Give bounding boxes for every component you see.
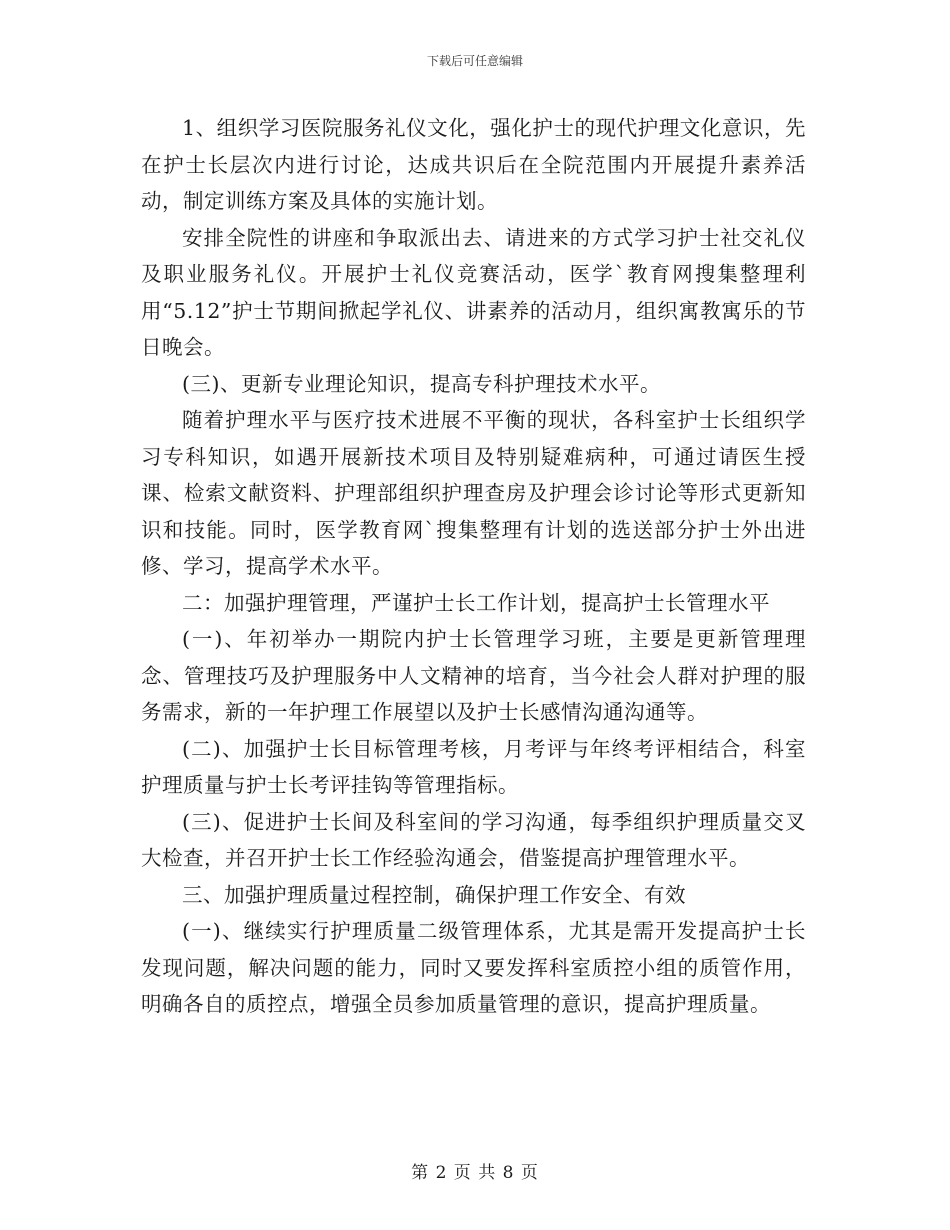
document-body bbox=[141, 110, 806, 1023]
paragraph-5-heading: 二：加强护理管理，严谨护士长工作计划，提高护士长管理水平 bbox=[182, 590, 770, 615]
paragraph-7: (二)、加强护士长目标管理考核，月考评与年终考评相结合，科室护理质量与护士长考评挂钩等管理指标。 bbox=[141, 736, 806, 797]
paragraph-1: 1、组织学习医院服务礼仪文化，强化护士的现代护理文化意识，先在护士长层次内进行讨论，达成共识后在全院范围内开展提升素养活动，制定训练方案及具体的实施计划。 bbox=[141, 116, 806, 213]
page-number-footer: 第 2 页 共 8 页 bbox=[411, 1163, 539, 1183]
paragraph-3-heading: (三)、更新专业理论知识，提高专科护理技术水平。 bbox=[182, 371, 661, 396]
paragraph-2: 安排全院性的讲座和争取派出去、请进来的方式学习护士社交礼仪及职业服务礼仪。开展护士礼仪竞赛活动，医学`教育网搜集整理利用“5.12”护士节期间掀起学礼仪、讲素养的活动月，组织寓教寓乐的节日晚会。 bbox=[141, 225, 806, 359]
paragraph-10: (一)、继续实行护理质量二级管理体系，尤其是需开发提高护士长发现问题，解决问题的能力，同时又要发挥科室质控小组的质管作用，明确各自的质控点，增强全员参加质量管理的意识，提高护理质量。 bbox=[141, 919, 806, 1016]
paragraph-4: 随着护理水平与医疗技术进展不平衡的现状，各科室护士长组织学习专科知识，如遇开展新技术项目及特别疑难病种，可通过请医生授课、检索文献资料、护理部组织护理查房及护理会诊讨论等形式更新知识和技能。同时，医学教育网`搜集整理有计划的选送部分护士外出进修、学习，提高学术水平。 bbox=[141, 408, 806, 578]
paragraph-9-heading: 三、加强护理质量过程控制，确保护理工作安全、有效 bbox=[182, 882, 686, 907]
page-header-note: 下载后可任意编辑 bbox=[426, 54, 523, 68]
paragraph-8: (三)、促进护士长间及科室间的学习沟通，每季组织护理质量交叉大检查，并召开护士长工作经验沟通会，借鉴提高护理管理水平。 bbox=[141, 809, 806, 870]
paragraph-6: (一)、年初举办一期院内护士长管理学习班，主要是更新管理理念、管理技巧及护理服务中人文精神的培育，当今社会人群对护理的服务需求，新的一年护理工作展望以及护士长感情沟通沟通等。 bbox=[141, 627, 806, 724]
